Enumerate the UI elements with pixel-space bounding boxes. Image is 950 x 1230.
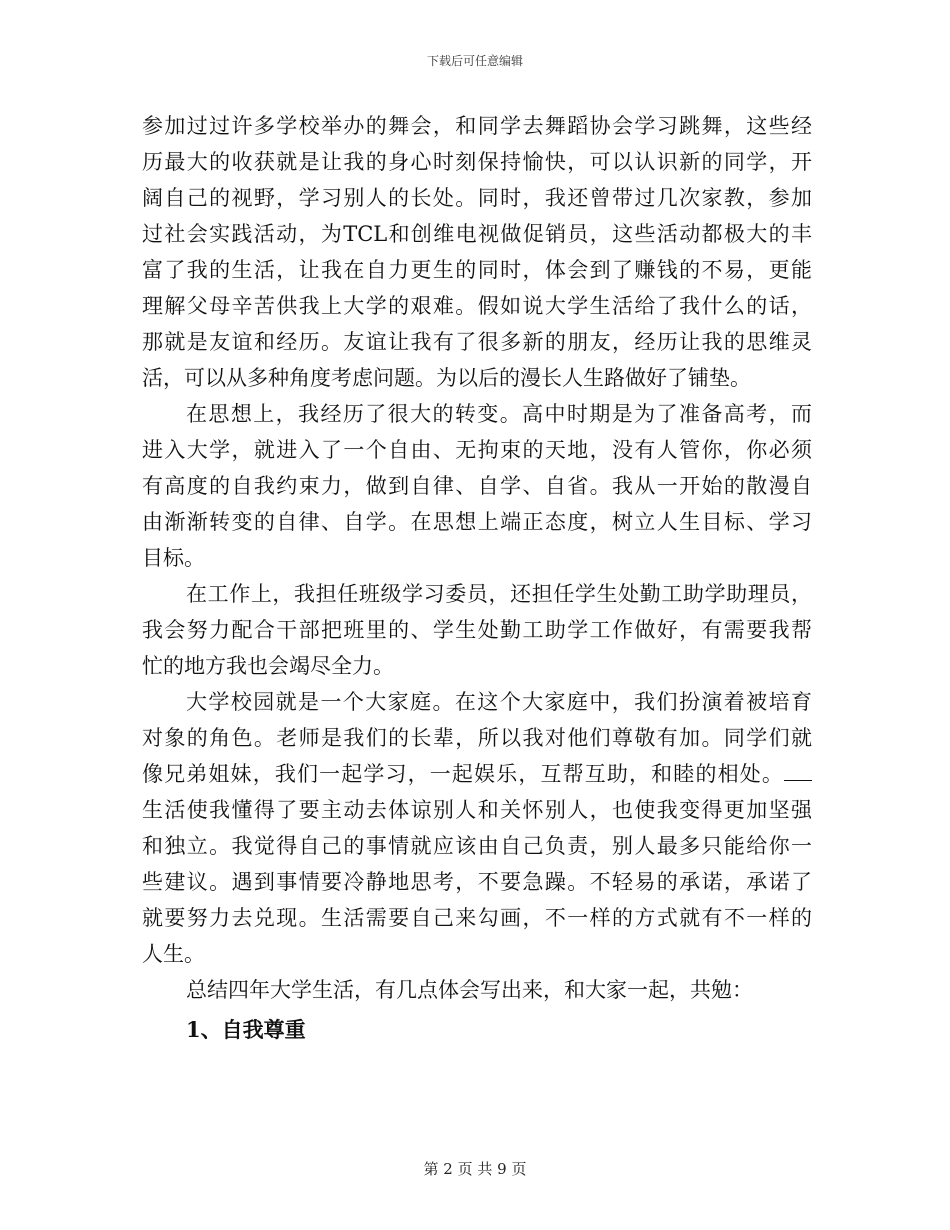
fill-in-blank: [784, 758, 812, 781]
text-line: 有高度的自我约束力，做到自律、自学、自省。我从一开始的散漫自: [142, 474, 812, 498]
text-line: 和独立。我觉得自己的事情就应该由自己负责，别人最多只能给你一: [142, 834, 812, 858]
text-line: 人生。: [142, 942, 205, 966]
text-line: 那就是友谊和经历。友谊让我有了很多新的朋友，经历让我的思维灵: [142, 330, 812, 354]
text-line: 忙的地方我也会竭尽全力。: [142, 654, 394, 678]
text-line: 理解父母辛苦供我上大学的艰难。假如说大学生活给了我什么的话，: [142, 294, 812, 318]
text-line: 过社会实践活动，为TCL和创维电视做促销员，这些活动都极大的丰: [142, 222, 812, 246]
page-header: 下载后可任意编辑: [426, 54, 523, 68]
text-line: 活，可以从多种角度考虑问题。为以后的漫长人生路做好了铺垫。: [142, 366, 751, 390]
text-line: 就要努力去兑现。生活需要自己来勾画，不一样的方式就有不一样的: [142, 906, 812, 930]
text-line: 我会努力配合干部把班里的、学生处勤工助学工作做好，有需要我帮: [142, 618, 812, 642]
text-segment: 像兄弟姐妹，我们一起学习，一起娱乐，互帮互助，和睦的相处。: [142, 762, 784, 786]
text-line: 在思想上，我经历了很大的转变。高中时期是为了准备高考，而: [186, 402, 812, 426]
text-line: 阔自己的视野，学习别人的长处。同时，我还曾带过几次家教，参加: [142, 186, 812, 210]
text-line: 富了我的生活，让我在自力更生的同时，体会到了赚钱的不易，更能: [142, 258, 812, 282]
text-line: 目标。: [142, 546, 205, 570]
section-heading: 1、自我尊重: [186, 1017, 306, 1042]
text-line-with-blank: [142, 756, 812, 792]
text-line: 由渐渐转变的自律、自学。在思想上端正态度，树立人生目标、学习: [142, 510, 812, 534]
text-line: 些建议。遇到事情要冷静地思考，不要急躁。不轻易的承诺，承诺了: [142, 870, 812, 894]
text-line: 对象的角色。老师是我们的长辈，所以我对他们尊敬有加。同学们就: [142, 726, 812, 750]
document-body: [142, 108, 812, 1050]
text-line: 总结四年大学生活，有几点体会写出来，和大家一起，共勉：: [186, 978, 753, 1002]
page-footer: 第 2 页 共 9 页: [423, 1160, 527, 1178]
text-line: 在工作上，我担任班级学习委员，还担任学生处勤工助学助理员，: [186, 582, 812, 606]
text-line: 进入大学，就进入了一个自由、无拘束的天地，没有人管你，你必须: [142, 438, 812, 462]
text-line: 历最大的收获就是让我的身心时刻保持愉快，可以认识新的同学，开: [142, 150, 812, 174]
text-line: 大学校园就是一个大家庭。在这个大家庭中，我们扮演着被培育: [186, 690, 812, 714]
text-line: 参加过过许多学校举办的舞会，和同学去舞蹈协会学习跳舞，这些经: [142, 114, 812, 138]
text-line: 生活使我懂得了要主动去体谅别人和关怀别人，也使我变得更加坚强: [142, 798, 812, 822]
